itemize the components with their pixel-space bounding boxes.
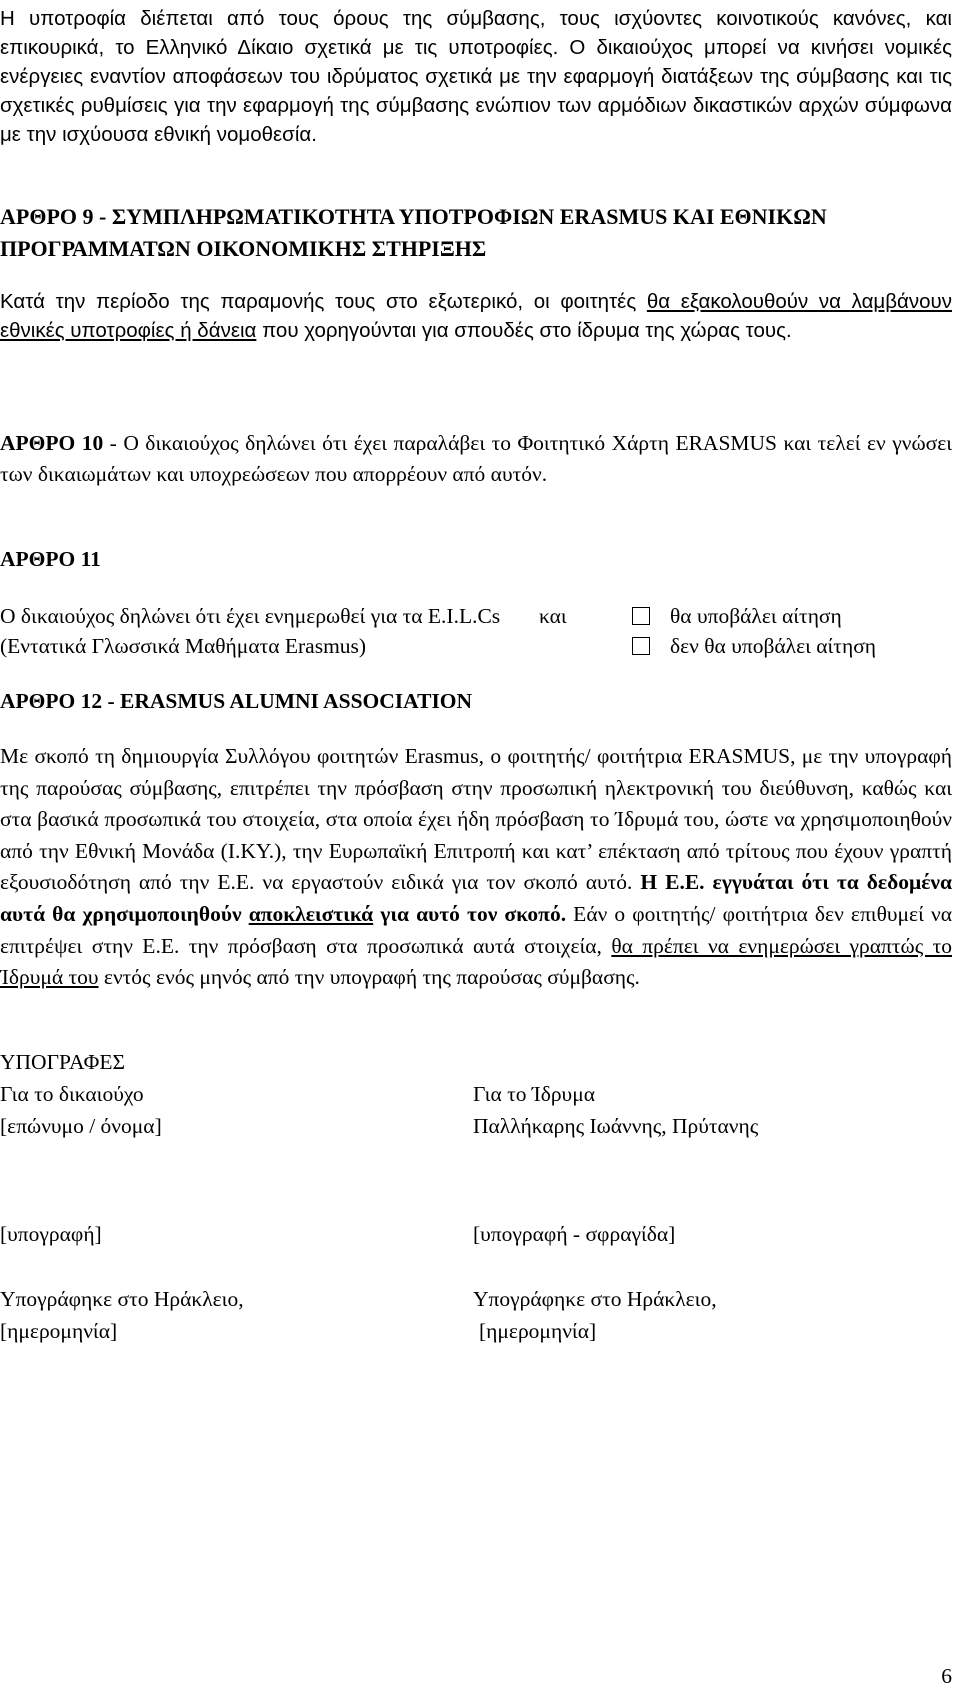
signatures-title: ΥΠΟΓΡΑΦΕΣ (0, 1050, 126, 1074)
article-11-line-2: (Εντατικά Γλωσσικά Μαθήματα Erasmus) (0, 634, 367, 658)
institution-date-placeholder: [ημερομηνία] (479, 1319, 597, 1343)
not-apply-checkbox[interactable] (632, 637, 650, 655)
article-12-paragraph (0, 741, 952, 994)
article-12-heading: ΑΡΘΡΟ 12 - ERASMUS ALUMNI ASSOCIATION (0, 689, 473, 713)
beneficiary-date-placeholder: [ημερομηνία] (0, 1319, 118, 1343)
beneficiary-signed-place: Υπογράφηκε στο Ηράκλειο, (0, 1287, 244, 1311)
not-apply-option-label: δεν θα υποβάλει αίτηση (670, 634, 877, 658)
institution-signed-place: Υπογράφηκε στο Ηράκλειο, (473, 1287, 717, 1311)
beneficiary-signature-placeholder: [υπογραφή] (0, 1222, 102, 1246)
page-number: 6 (941, 1664, 952, 1688)
institution-signatory-name: Παλλήκαρης Ιωάννης, Πρύτανης (473, 1114, 759, 1138)
article-9-heading: ΑΡΘΡΟ 9 - ΣΥΜΠΛΗΡΩΜΑΤΙΚΟΤΗΤΑ ΥΠΟΤΡΟΦΙΩΝ ERASMUS ΚΑΙ ΕΘΝΙΚΩΝ ΠΡΟΓΡΑΜΜΑΤΩΝ ΟΙΚΟΝΟΜΙΚΗΣ ΣΤΗΡΙΞΗΣ (0, 204, 827, 261)
article-9-text-2: που χορηγούνται για σπουδές στο ίδρυμα της χώρας τους. (256, 319, 792, 342)
article-11-and: και (539, 604, 567, 628)
article-11-line-1: Ο δικαιούχος δηλώνει ότι έχει ενημερωθεί για τα E.I.L.Cs (0, 604, 501, 628)
article-12-underlined: θα πρέπει να ενημερώσει γραπτώς το Ίδρυμά του (0, 933, 952, 990)
article-12-text-1: Με σκοπό τη δημιουργία Συλλόγου φοιτητών Erasmus, ο φοιτητής/ φοιτήτρια ERASMUS, με την υπογραφή της παρούσας σύμβασης, επιτρέπει την πρόσβαση στην προσωπική ηλεκτρονική του διεύθυνση, καθώς και στα βασικά προσωπικά του στοιχεία, στα οποία έχει ήδη πρόσβαση το Ίδρυμά του, ώστε να χρησιμοποιηθούν από την Εθνική Μονάδα (Ι.ΚΥ.), την Ευρωπαϊκή Επιτροπή και κατ’ επέκταση από τρίτους που έχουν γραπτή εξουσιοδότηση από την Ε.Ε. να εργαστούν ειδικά για τον σκοπό αυτό. (0, 744, 952, 895)
apply-checkbox[interactable] (632, 607, 650, 625)
article-12-bold-2: για αυτό τον σκοπό. (373, 901, 567, 926)
institution-signature-placeholder: [υπογραφή - σφραγίδα] (473, 1222, 676, 1246)
article-9-paragraph (0, 287, 952, 345)
article-11-heading: ΑΡΘΡΟ 11 (0, 547, 101, 571)
article-9-underlined-text: θα εξακολουθούν να λαμβάνουν εθνικές υποτροφίες ή δάνεια (0, 290, 952, 342)
intro-paragraph: Η υποτροφία διέπεται από τους όρους της σύμβασης, τους ισχύοντες κοινοτικούς κανόνες, και επικουρικά, το Ελληνικό Δίκαιο σχετικά με τις υποτροφίες. Ο δικαιούχος μπορεί να κινήσει νομικές ενέργειες εναντίον αποφάσεων του ιδρύματος σχετικά με την εφαρμογή διατάξεων της σύμβασης και τις σχετικές ρυθμίσεις για την εφαρμογή της σύμβασης ενώπιον των αρμόδιων δικαστικών αρχών σύμφωνα με την ισχύουσα εθνική νομοθεσία. (0, 7, 952, 146)
article-10-text: - Ο δικαιούχος δηλώνει ότι έχει παραλάβει το Φοιτητικό Χάρτη ERASMUS και τελεί εν γνώσει των δικαιωμάτων και υποχρεώσεων που απορρέουν από αυτόν. (0, 431, 953, 486)
institution-label: Για το Ίδρυμα (473, 1082, 595, 1106)
article-12-bold-1: Η Ε.Ε. εγγυάται ότι τα δεδομένα αυτά θα χρησιμοποιηθούν (0, 870, 952, 926)
beneficiary-label: Για το δικαιούχο (0, 1082, 144, 1106)
article-10-heading: ΑΡΘΡΟ 10 (0, 431, 104, 455)
article-12-bold-underlined: αποκλειστικά (248, 901, 374, 926)
article-12-text-2: Εάν ο φοιτητής/ φοιτήτρια δεν επιθυμεί να επιτρέψει στην Ε.Ε. την πρόσβαση στα προσωπικά αυτά στοιχεία, (0, 901, 952, 958)
beneficiary-name-placeholder: [επώνυμο / όνομα] (0, 1114, 162, 1138)
apply-option-label: θα υποβάλει αίτηση (670, 604, 842, 628)
article-9-text-1: Κατά την περίοδο της παραμονής τους στο εξωτερικό, οι φοιτητές (0, 290, 647, 313)
article-10-paragraph (0, 428, 952, 490)
article-12-text-3: εντός ενός μηνός από την υπογραφή της παρούσας σύμβασης. (98, 965, 640, 990)
